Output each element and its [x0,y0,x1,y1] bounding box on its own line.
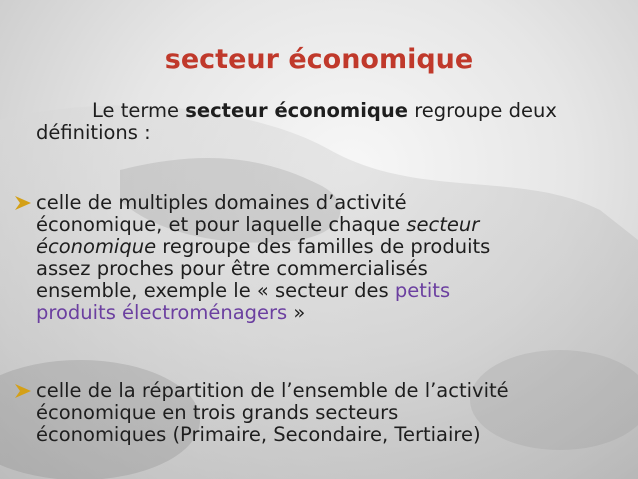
slide-title: secteur économique [164,44,474,75]
arrow-bullet-icon [14,382,32,400]
link-produits-electromenagers[interactable]: produits électroménagers [36,301,288,324]
link-petits[interactable]: petits [394,279,451,302]
arrow-bullet-icon [14,194,32,212]
intro-paragraph: Le terme secteur économique regroupe deux définitions : [36,99,557,144]
bullet-item-2: celle de la répartition de l’ensemble de l’activité économique en trois grands secteurs économiques (Primaire, Secondaire, Tertiaire) [8,380,626,446]
bullet-item-1: celle de multiples domaines d’activité économique, et pour laquelle chaque secteur économique regroupe des familles de produits assez proches pour être commercialisés ensemble, exemple le « secteur des petits produits électroménagers » [8,192,626,324]
